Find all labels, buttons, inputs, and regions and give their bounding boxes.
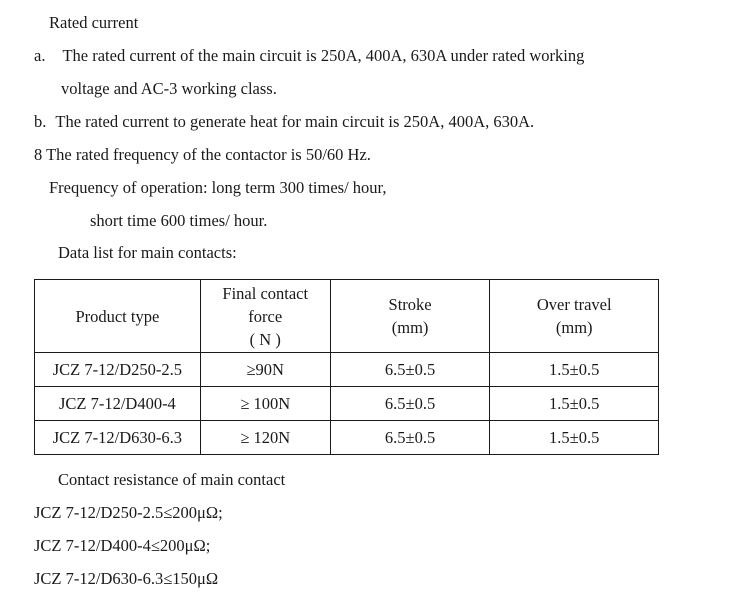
table-row bbox=[35, 421, 659, 455]
cell-force: ≥90N bbox=[200, 353, 330, 387]
frequency-operation-short-time: short time 600 times/ hour. bbox=[90, 211, 268, 230]
cell-force: ≥ 100N bbox=[200, 387, 330, 421]
rated-current-item-a bbox=[34, 46, 584, 66]
rated-current-item-b bbox=[34, 112, 534, 132]
cell-over-travel: 1.5±0.5 bbox=[490, 353, 659, 387]
header-over-travel: Over travel (mm) bbox=[490, 280, 659, 353]
contact-resistance-heading: Contact resistance of main contact bbox=[58, 470, 286, 489]
cell-stroke: 6.5±0.5 bbox=[330, 387, 490, 421]
cell-product: JCZ 7-12/D630-6.3 bbox=[35, 421, 201, 455]
cell-force: ≥ 120N bbox=[200, 421, 330, 455]
resistance-line: JCZ 7-12/D630-6.3≤150μΩ bbox=[34, 569, 219, 588]
cell-over-travel: 1.5±0.5 bbox=[490, 387, 659, 421]
table-header-row bbox=[35, 280, 659, 353]
table-row bbox=[35, 353, 659, 387]
cell-stroke: 6.5±0.5 bbox=[330, 421, 490, 455]
cell-product: JCZ 7-12/D250-2.5 bbox=[35, 353, 201, 387]
cell-over-travel: 1.5±0.5 bbox=[490, 421, 659, 455]
frequency-operation-long-term: Frequency of operation: long term 300 times/ hour, bbox=[49, 178, 387, 197]
data-list-intro: Data list for main contacts: bbox=[58, 243, 237, 262]
header-product-type: Product type bbox=[35, 280, 201, 353]
item-a-text: The rated current of the main circuit is 250A, 400A, 630A under rated working bbox=[62, 46, 585, 65]
rated-frequency-item: 8 The rated frequency of the contactor is 50/60 Hz. bbox=[34, 145, 371, 164]
cell-product: JCZ 7-12/D400-4 bbox=[35, 387, 201, 421]
cell-stroke: 6.5±0.5 bbox=[330, 353, 490, 387]
header-final-contact-force: Final contact force ( N ) bbox=[200, 280, 330, 353]
item-a-marker: a. bbox=[34, 46, 46, 65]
table-row bbox=[35, 387, 659, 421]
rated-current-item-a-continuation: voltage and AC-3 working class. bbox=[61, 79, 277, 98]
item-b-marker: b. bbox=[34, 112, 47, 131]
header-stroke: Stroke (mm) bbox=[330, 280, 490, 353]
item-b-text: The rated current to generate heat for main circuit is 250A, 400A, 630A. bbox=[55, 112, 535, 131]
main-contacts-table bbox=[34, 279, 659, 455]
rated-current-heading: Rated current bbox=[49, 13, 139, 32]
resistance-line: JCZ 7-12/D250-2.5≤200μΩ; bbox=[34, 503, 223, 522]
resistance-line: JCZ 7-12/D400-4≤200μΩ; bbox=[34, 536, 211, 555]
